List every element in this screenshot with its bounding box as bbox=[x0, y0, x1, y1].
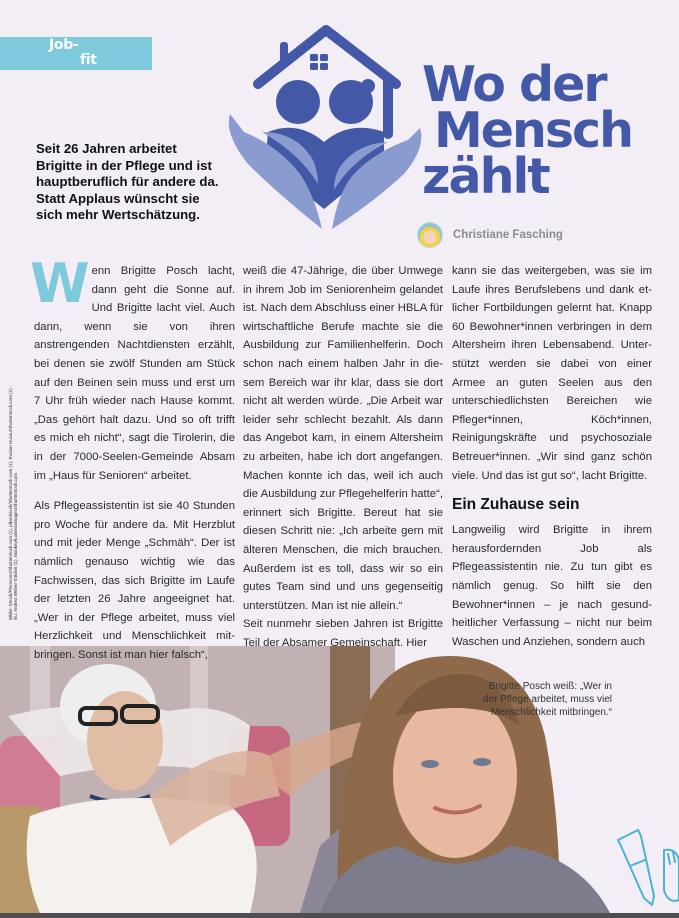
article-column-3 bbox=[452, 262, 652, 648]
photo-credit: Bilder: iStock/Photocreo/Shutterstock.com (1), pikselstock/Shutterstock.com (1), Ruslan Huzau/Shutterstock.com (1) · Illu: Andrea Weber-Stricker (1), Monkeybusinessimages/Shutterstock.com bbox=[8, 385, 18, 620]
drop-cap: W bbox=[30, 252, 87, 315]
section-tag-line2: fit bbox=[80, 52, 97, 68]
article-column-2 bbox=[243, 262, 443, 649]
headline-line2: Mensch bbox=[434, 102, 632, 159]
headline bbox=[422, 56, 632, 205]
house-hands-logo-icon bbox=[218, 24, 428, 234]
author-byline bbox=[417, 222, 563, 248]
lead-paragraph: Seit 26 Jahren arbeitet Brigitte in der Pflege und ist hauptberuflich für andere da. Statt Applaus wünscht sie sich mehr Wertschätzung. bbox=[36, 141, 219, 222]
paragraph: weiß die 47-Jährige, die über Umwege in ihrem Job im Seniorenheim gelandet ist. Nach dem Abschluss einer HBLA für wirtschaftliche Berufe machte sie die Ausbildung zur Familienhelferin. Doch schon nach einem halben Jahr in diesem Bereich war ihr klar, dass sie dort nicht alt werden würde. „Die Arbeit war leider sehr schlecht bezahlt. Als dann das Angebot kam, in einem Altersheim zu arbeiten, habe ich dort angefangen. Machen konnte ich das, weil ich auch die Ausbildung zur Pflegehelferin hatte“, erinnert sich Brigitte. Bereut hat sie diesen Schritt nie: „Ich arbeite gern mit älteren Menschen, die mich brauchen. Außerdem ist es toll, dass wir so ein gutes Team sind und uns gegenseitig unterstützen. Man ist nie allein.“ bbox=[243, 265, 443, 612]
photo-caption: Brigitte Posch weiß: „Wer in der Pflege arbeitet, muss viel Menschlichkeit mitbringen.“ bbox=[483, 681, 612, 718]
paragraph: enn Brigitte Posch lacht, dann geht die Sonne auf. Und Brigitte lacht viel. Auch dann, wenn sie von ihren anstrengenden Nachtdiensten erzählt, bei denen sie zwölf Stunden am Stück auf den Beinen sein muss und erst um 7 Uhr früh wieder nach Hause kommt. „Das gehört halt dazu. Und so oft trifft es mich eh nicht“, sagt die Tirolerin, die in der 7000-Seelen-Gemeinde Absam im „Haus für Senioren“ arbeitet. bbox=[34, 265, 235, 482]
paragraph: Seit nunmehr sieben Jahren ist Brigitte Teil der Absamer Gemeinschaft. Hier bbox=[243, 618, 443, 649]
paragraph: kann sie das weitergeben, was sie im Laufe ihres Berufslebens und dank etlicher Fortbildungen gelernt hat. Knapp 60 Bewohner*innen verbringen in dem Altersheim ihren Lebensabend. Unterstützt werden sie dabei von einer Armee an guten Seelen aus den unterschiedlichsten Bereichen wie Pfleger*innen, Köch*innen, Reinigungskräfte und psychosoziale Betreuer*innen. „Wir sind ganz schön viele. Und das ist gut so“, lacht Brigitte. bbox=[452, 265, 652, 482]
paragraph: Als Pflegeassistentin ist sie 40 Stunden pro Woche für andere da. Mit Herzblut und mit jeder Menge „Schmäh“. Der ist nämlich genauso wichtig wie das Fachwissen, das sich Brigitte im Laufe der letzten 26 Jahre angeeignet hat. „Wer in der Pflege arbeitet, muss viel Herzlichkeit und Menschlichkeit mitbringen. Sonst ist man hier falsch“, bbox=[34, 500, 235, 661]
paragraph: Langweilig wird Brigitte in ihrem herausfordernden Job als Pflegeassistentin nie. Zu tun gibt es nämlich genug. So hilft sie den Bewohner*innen – je nach gesundheitlicher Verfassung – nicht nur beim Waschen und Anziehen, sondern auch bbox=[452, 524, 652, 648]
author-name: Christiane Fasching bbox=[453, 229, 563, 241]
subheading: Ein Zuhause sein bbox=[452, 496, 580, 514]
author-avatar bbox=[417, 222, 443, 248]
section-tag-line1: Job- bbox=[49, 37, 79, 53]
headline-line3: zählt bbox=[422, 148, 549, 205]
headline-line1: Wo der bbox=[422, 56, 606, 113]
crutches-icon bbox=[612, 820, 679, 915]
section-tag bbox=[0, 37, 152, 70]
article-column-1 bbox=[30, 252, 235, 661]
bottom-bar bbox=[0, 913, 679, 918]
